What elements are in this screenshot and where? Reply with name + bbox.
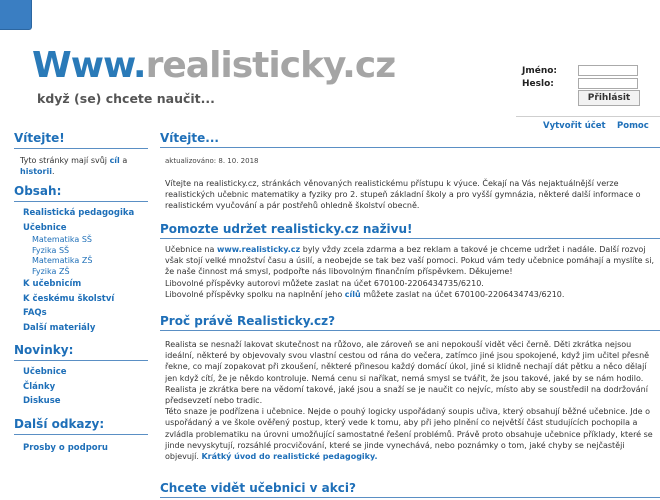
section-why bbox=[160, 314, 660, 462]
pedagogy-intro-link[interactable]: Krátký úvod do realistické pedagogiky. bbox=[201, 452, 378, 462]
nav-about-textbooks[interactable]: K učebnicím bbox=[23, 279, 82, 289]
news-textbooks[interactable]: Učebnice bbox=[23, 367, 67, 377]
corner-tab-button[interactable] bbox=[0, 0, 32, 30]
why-paragraph-2 bbox=[160, 406, 660, 462]
logo-domain: realisticky.cz bbox=[145, 45, 396, 86]
sidebar-welcome-text bbox=[14, 155, 148, 177]
section-see bbox=[160, 481, 660, 498]
section-help bbox=[160, 222, 660, 300]
logo-prefix: Www. bbox=[32, 45, 146, 86]
link-support-requests[interactable]: Prosby o podporu bbox=[23, 443, 108, 453]
username-label: Jméno: bbox=[522, 65, 558, 76]
password-input[interactable] bbox=[578, 78, 638, 89]
goals-link[interactable]: cílů bbox=[344, 289, 361, 299]
nav-math-ss[interactable]: Matematika SŠ bbox=[32, 235, 93, 244]
nav-more-materials[interactable]: Další materiály bbox=[23, 322, 96, 333]
help-heading: Pomozte udržet realisticky.cz naživu! bbox=[160, 222, 660, 239]
links-nav bbox=[14, 441, 148, 456]
assoc-text-2: můžete zaslat na účet 670100-2206434743/6210. bbox=[360, 289, 565, 299]
nav-textbooks[interactable]: Učebnice bbox=[23, 222, 67, 233]
help-text-1: Učebnice na bbox=[165, 245, 217, 254]
history-link[interactable]: historii bbox=[20, 167, 52, 176]
welcome-heading: Vítejte... bbox=[160, 131, 660, 148]
why-paragraph-1: Realista se nesnaží lakovat skutečnost na růžovo, ale zároveň se ani nepokouší vidět věci černě. Děti zkrátka nejsou ideální, některé by objevovaly svou vlastní cestou od rána do večera, zatímco jiné jsou spokojené, když jim učitel přesně řekne, co mají zopakovat při zkoušení, některé přinesou každý domácí úkol, jiné si klidně nechají dát pětku a něco dělají jen když cítí, že je někdo kontroluje. Nemá cenu si naříkat, nemá smysl se tvářit, že jsou takové, jaké by se nám hodilo. Realista je zkrátka bere na vědomí takové, jaké jsou a snaží se je naučit co nejvíc, místo aby se soustředil na dodržování předsevzetí nebo tradic. bbox=[165, 340, 650, 406]
site-logo[interactable] bbox=[32, 44, 395, 88]
welcome-text-2: a bbox=[119, 156, 128, 165]
sidebar-news-title: Novinky: bbox=[14, 343, 148, 361]
sidebar-links-title: Další odkazy: bbox=[14, 417, 148, 435]
sidebar-contents-title: Obsah: bbox=[14, 184, 148, 202]
nav-physics-zs[interactable]: Fyzika ZŠ bbox=[32, 266, 70, 276]
nav-realistic-pedagogy[interactable]: Realistická pedagogika bbox=[23, 208, 135, 218]
nav-faqs[interactable]: FAQs bbox=[23, 308, 47, 318]
contents-nav bbox=[14, 206, 148, 335]
topnav-divider bbox=[516, 116, 660, 117]
sidebar-contents bbox=[14, 184, 148, 335]
goal-link[interactable]: cíl bbox=[109, 156, 120, 165]
username-input[interactable] bbox=[578, 65, 638, 76]
section-welcome bbox=[160, 131, 660, 148]
welcome-paragraph: Vítejte na realisticky.cz, stránkách věnovaných realistickému přístupu k výuce. Čekají na Vás nejaktuálnější verze realistických učebnic matematiky a fyziky pro 2. stupeň základní školy a pro vyšší gymnázia, některé další informace o realistickém vyučování a pár postřehů ohledně školství obecně. bbox=[165, 179, 641, 211]
help-link[interactable]: Pomoc bbox=[617, 121, 649, 131]
welcome-body bbox=[160, 178, 660, 212]
see-heading: Chcete vidět učebnici v akci? bbox=[160, 481, 660, 498]
nav-czech-schools[interactable]: K českému školství bbox=[23, 293, 115, 304]
nav-physics-ss[interactable]: Fyzika SŠ bbox=[32, 245, 70, 255]
why-heading: Proč právě Realisticky.cz? bbox=[160, 314, 660, 331]
help-text-2: byly vždy zcela zdarma a bez reklam a takové je chceme udržet i nadále. Další rozvoj však stojí velké množství času a úsilí, a neobejde se tak bez vaší pomoci. Pokud vám tedy učebnice pomáhají a myslíte si, že naše činnost má smysl, podpořte nás libovolným finančním příspěvkem. Děkujeme! bbox=[165, 245, 655, 277]
password-label: Heslo: bbox=[522, 78, 554, 89]
login-button[interactable]: Přihlásit bbox=[578, 90, 640, 106]
author-account-text: Libovolné příspěvky autorovi můžete zaslat na účet 670100-2206434735/6210. bbox=[165, 278, 484, 288]
welcome-text-1: Tyto stránky mají svůj bbox=[20, 156, 110, 165]
why-text-2: Této snaze je podřízena i učebnice. Nejde o pouhý logicky uspořádaný soupis učiva, který obsahují běžné učebnice. Jde o uspořádaný a ve škole ověřený postup, který vede k tomu, aby při jeho plnění co největší část studujících pochopila a zvládla problematiku na úrovni umožňující samostatné řešení problémů. Právě proto obsahuje učebnice příklady, které se jinde nevyskytují, rozsáhlé procvičování, které se jinde vynechává, nebo poznámky o tom, jaké chyby se nejčastěji objevují. bbox=[165, 407, 653, 462]
sidebar-links bbox=[14, 417, 148, 456]
news-articles[interactable]: Články bbox=[23, 381, 56, 392]
sidebar-welcome bbox=[14, 131, 148, 177]
help-paragraph bbox=[160, 244, 660, 278]
news-nav bbox=[14, 365, 148, 409]
news-discussion[interactable]: Diskuse bbox=[23, 396, 61, 406]
updated-date: aktualizováno: 8. 10. 2018 bbox=[165, 157, 259, 165]
sidebar-welcome-title: Vítejte! bbox=[14, 131, 148, 149]
sidebar-news bbox=[14, 343, 148, 409]
site-tagline: když (se) chcete naučit... bbox=[37, 91, 215, 106]
welcome-text-3: . bbox=[51, 167, 55, 176]
nav-math-zs[interactable]: Matematika ZŠ bbox=[32, 256, 93, 265]
login-form bbox=[522, 64, 638, 90]
site-link[interactable]: www.realisticky.cz bbox=[216, 245, 301, 254]
assoc-text-1: Libovolné příspěvky spolku na naplnění jeho bbox=[165, 289, 345, 299]
create-account-link[interactable]: Vytvořit účet bbox=[543, 121, 606, 131]
association-account-text bbox=[160, 289, 660, 300]
